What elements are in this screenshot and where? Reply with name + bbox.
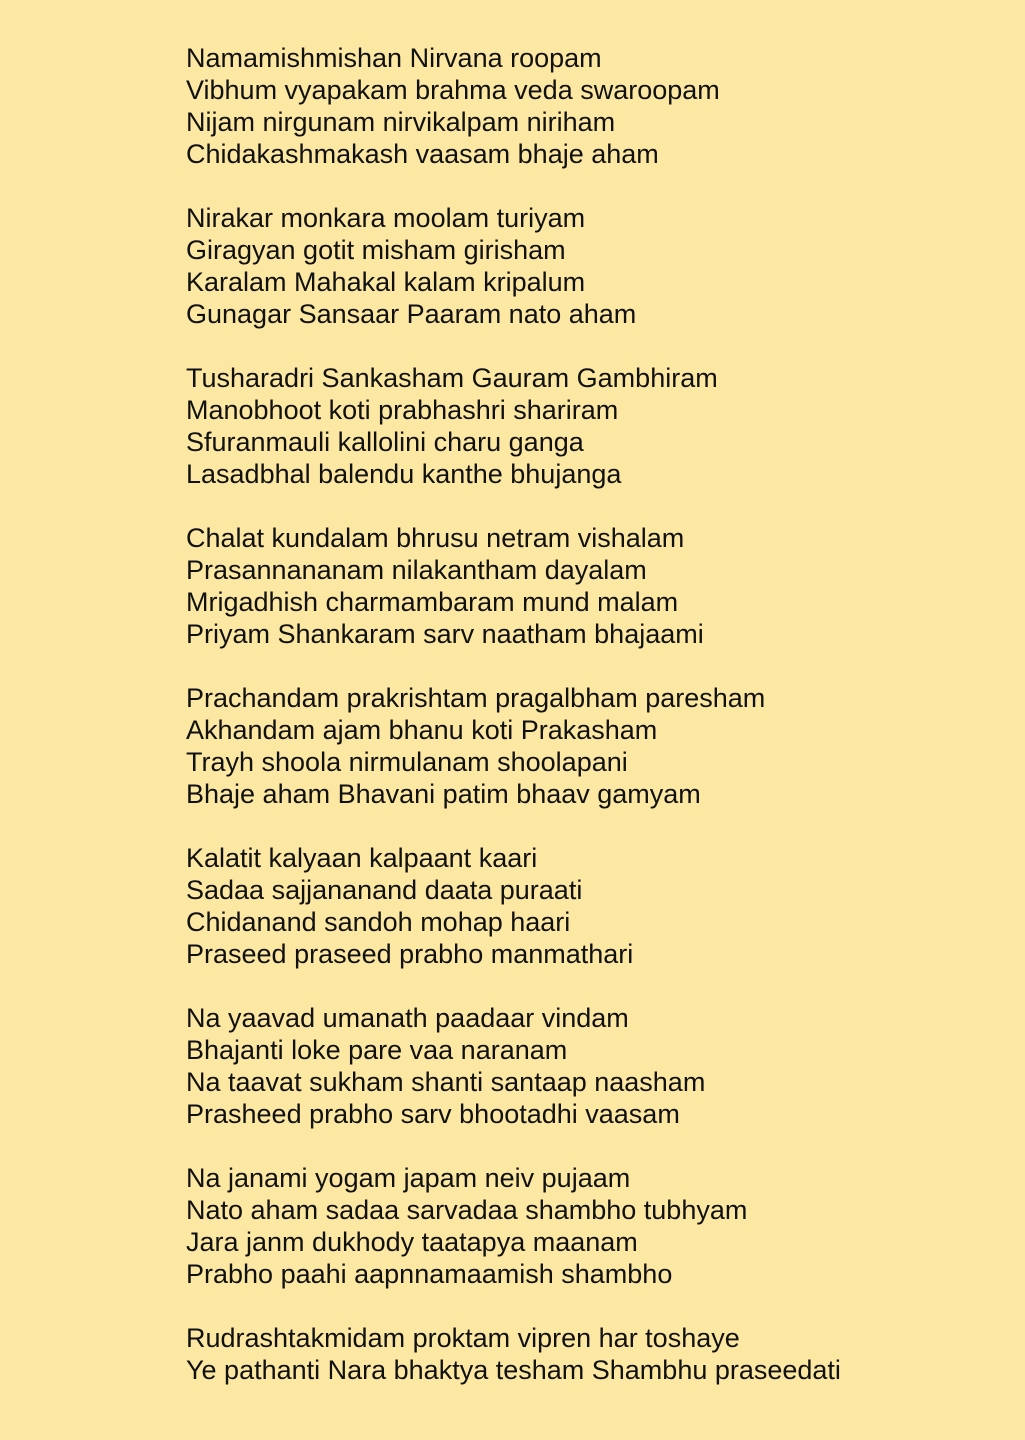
poem-line: Trayh shoola nirmulanam shoolapani — [186, 747, 628, 777]
poem-line: Nato aham sadaa sarvadaa shambho tubhyam — [186, 1195, 748, 1225]
poem-line: Nirakar monkara moolam turiyam — [186, 203, 586, 233]
poem-line: Chidanand sandoh mohap haari — [186, 907, 571, 937]
poem-line: Tusharadri Sankasham Gauram Gambhiram — [186, 363, 718, 393]
poem-line: Rudrashtakmidam proktam vipren har toshaye — [186, 1323, 740, 1353]
poem-line: Sadaa sajjananand daata puraati — [186, 875, 583, 905]
poem-line: Prasannananam nilakantham dayalam — [186, 555, 647, 585]
poem-line: Ye pathanti Nara bhaktya tesham Shambhu praseedati — [186, 1355, 841, 1385]
poem-line: Akhandam ajam bhanu koti Prakasham — [186, 715, 658, 745]
stanza-9 — [186, 1322, 1006, 1386]
poem-line: Nijam nirgunam nirvikalpam niriham — [186, 107, 616, 137]
poem-line: Vibhum vyapakam brahma veda swaroopam — [186, 75, 720, 105]
stanza-7 — [186, 1002, 1006, 1130]
poem-line: Sfuranmauli kallolini charu ganga — [186, 427, 584, 457]
poem-line: Chalat kundalam bhrusu netram vishalam — [186, 523, 685, 553]
poem-line: Namamishmishan Nirvana roopam — [186, 43, 602, 73]
stanza-3 — [186, 362, 1006, 490]
poem-line: Gunagar Sansaar Paaram nato aham — [186, 299, 637, 329]
poem-line: Prabho paahi aapnnamaamish shambho — [186, 1259, 673, 1289]
stanza-6 — [186, 842, 1006, 970]
poem-line: Jara janm dukhody taatapya maanam — [186, 1227, 638, 1257]
poem-line: Bhajanti loke pare vaa naranam — [186, 1035, 568, 1065]
stanza-8 — [186, 1162, 1006, 1290]
poem-line: Prachandam prakrishtam pragalbham paresham — [186, 683, 766, 713]
poem-line: Prasheed prabho sarv bhootadhi vaasam — [186, 1099, 680, 1129]
poem-line: Praseed praseed prabho manmathari — [186, 939, 634, 969]
stanza-2 — [186, 202, 1006, 330]
poem-line: Na taavat sukham shanti santaap naasham — [186, 1067, 706, 1097]
poem-line: Manobhoot koti prabhashri shariram — [186, 395, 619, 425]
poem-line: Giragyan gotit misham girisham — [186, 235, 566, 265]
stanza-4 — [186, 522, 1006, 650]
poem-line: Na janami yogam japam neiv pujaam — [186, 1163, 631, 1193]
poem-line: Karalam Mahakal kalam kripalum — [186, 267, 586, 297]
stanza-5 — [186, 682, 1006, 810]
poem-text — [186, 42, 1006, 1418]
poem-line: Na yaavad umanath paadaar vindam — [186, 1003, 629, 1033]
poem-line: Priyam Shankaram sarv naatham bhajaami — [186, 619, 704, 649]
stanza-1 — [186, 42, 1006, 170]
poem-line: Kalatit kalyaan kalpaant kaari — [186, 843, 538, 873]
poem-line: Chidakashmakash vaasam bhaje aham — [186, 139, 659, 169]
poem-line: Mrigadhish charmambaram mund malam — [186, 587, 679, 617]
poem-line: Bhaje aham Bhavani patim bhaav gamyam — [186, 779, 701, 809]
poem-line: Lasadbhal balendu kanthe bhujanga — [186, 459, 622, 489]
